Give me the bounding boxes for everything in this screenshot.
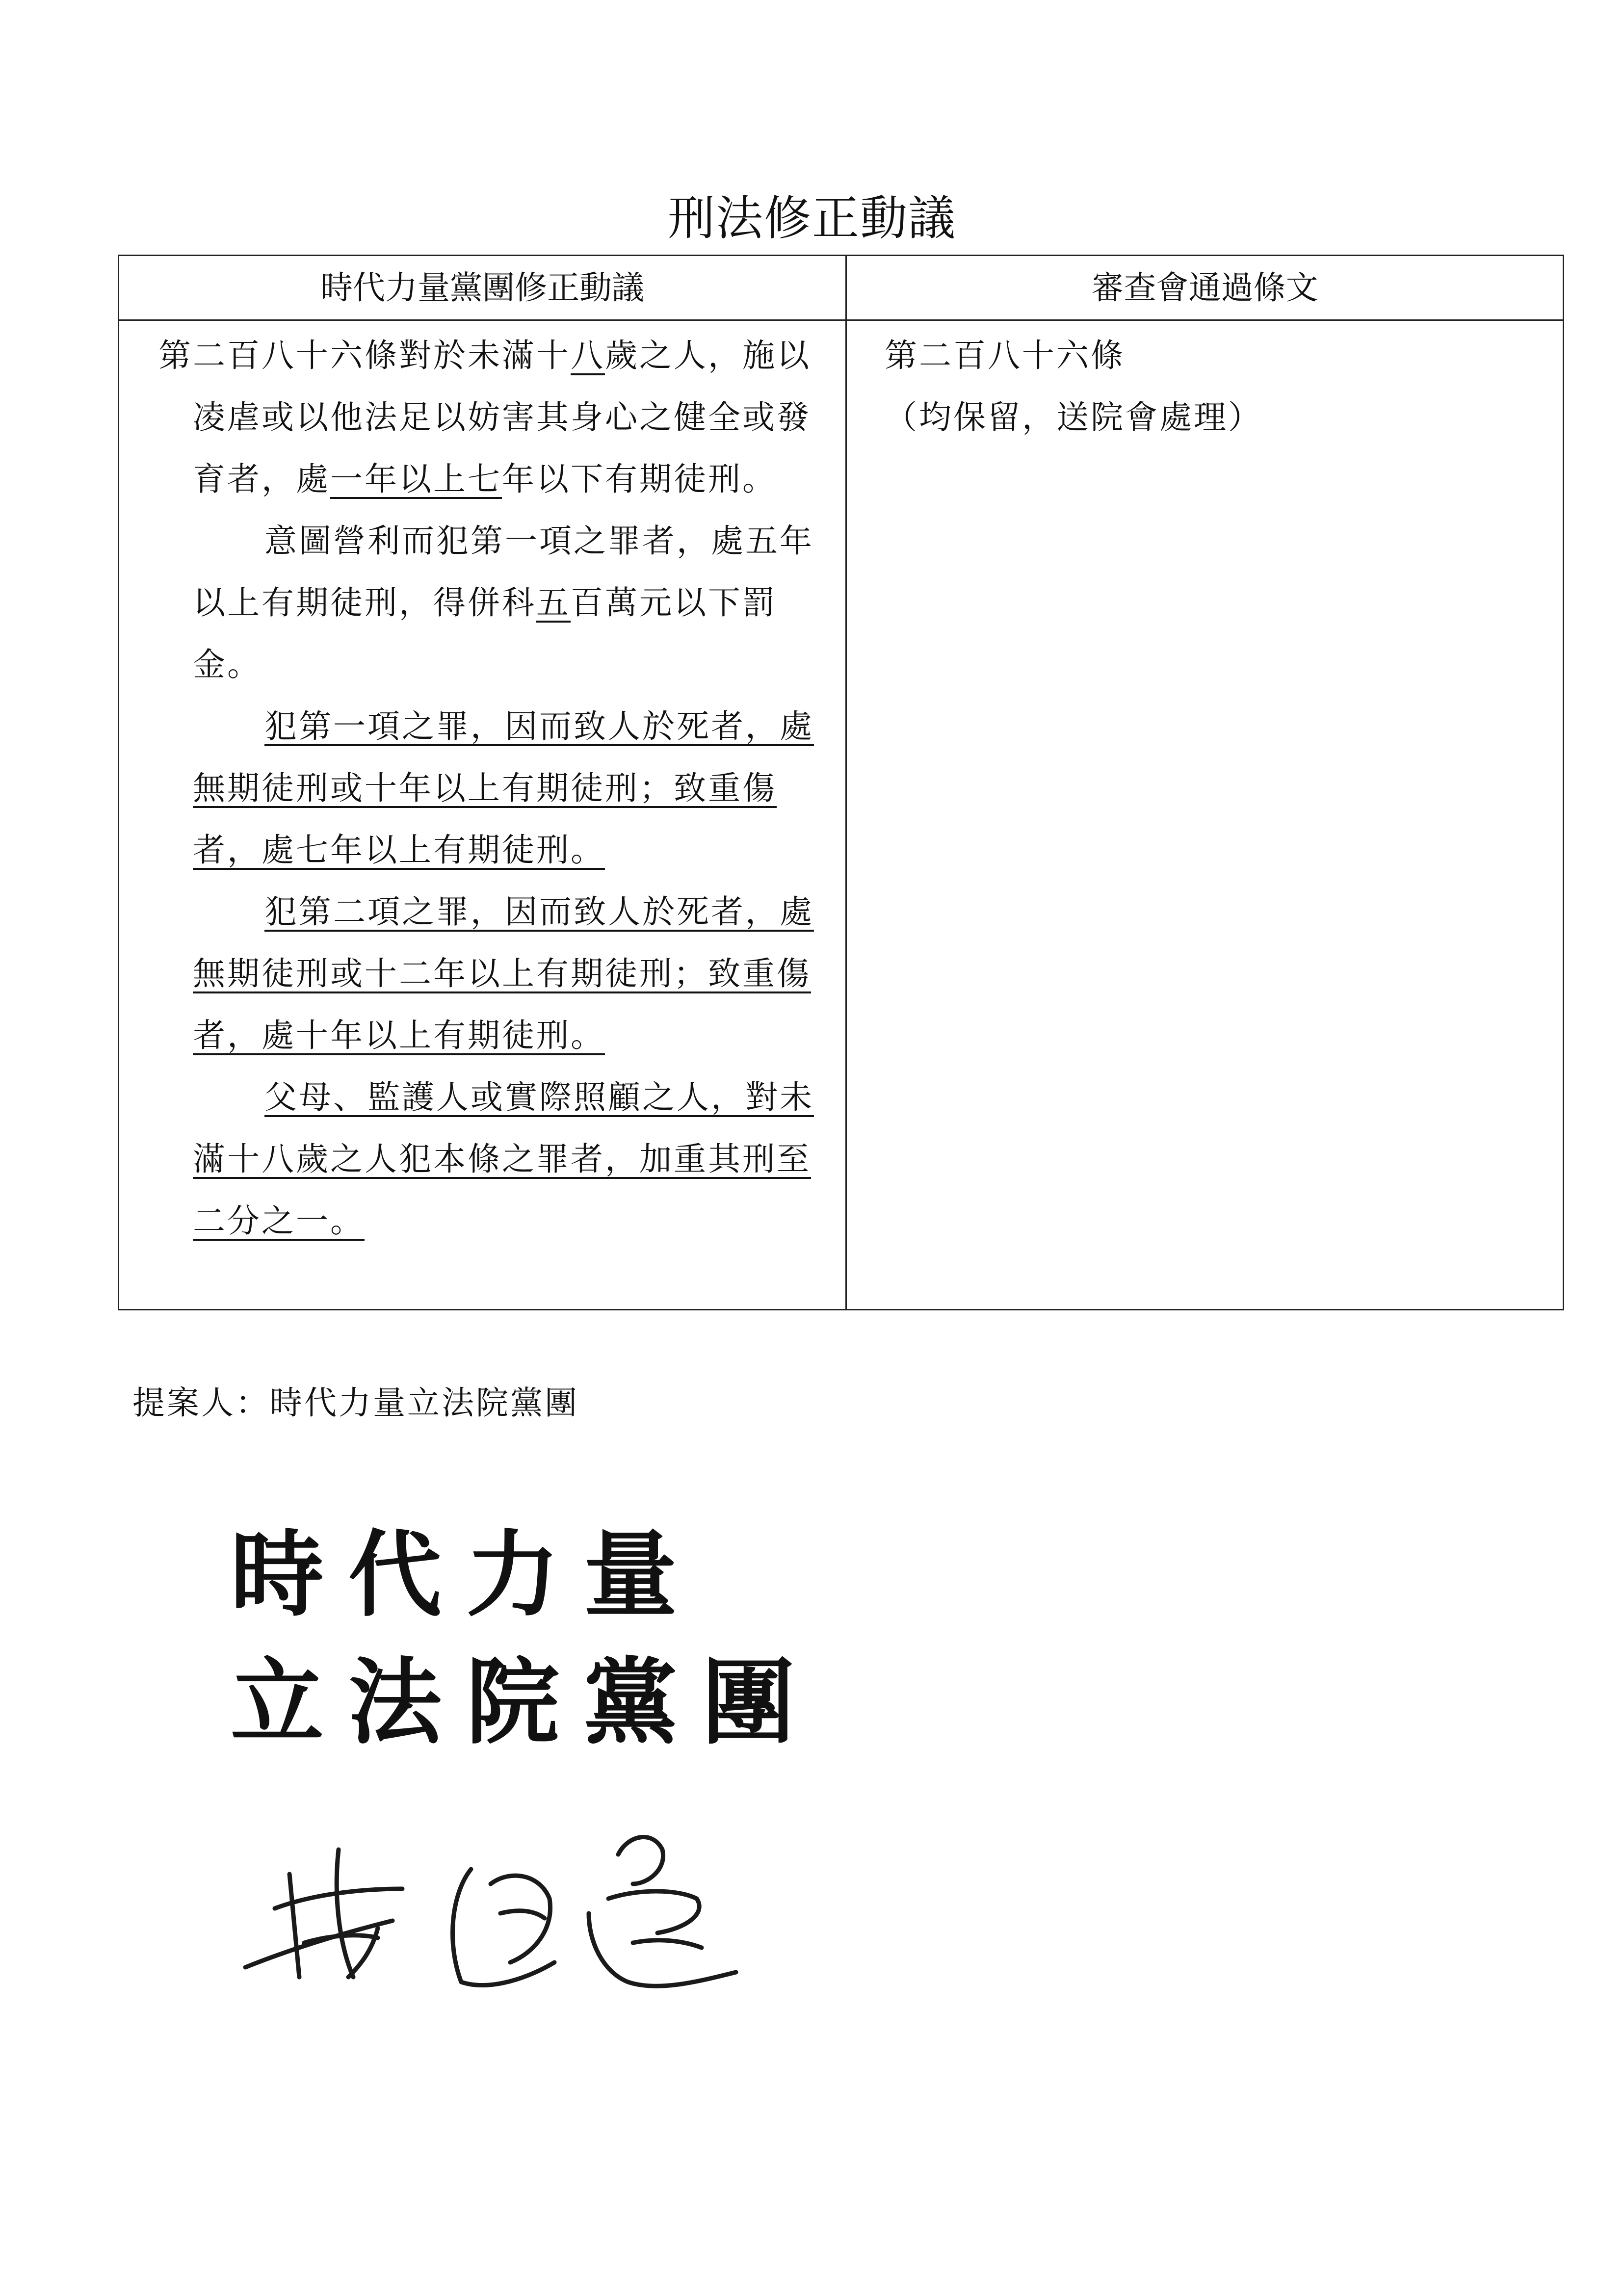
- paragraph-3: [158, 696, 836, 881]
- seal-line-2: 立法院黨團: [231, 1647, 820, 1757]
- handwritten-signature: [216, 1815, 780, 2036]
- p2-text-a: 意圖營利而犯第一項之罪者，處五年以上有期徒刑，得併科: [193, 522, 814, 622]
- header-committee-text: 審查會通過條文: [1091, 269, 1318, 307]
- party-motion-text: [158, 325, 836, 1252]
- amendment-table: [118, 255, 1564, 1310]
- p4-new-text: 犯第二項之罪，因而致人於死者，處無期徒刑或十二年以上有期徒刑；致重傷者，處十年以上有期徒刑。: [193, 893, 814, 1054]
- paragraph-1: [158, 325, 836, 510]
- p3-new-text: 犯第一項之罪，因而致人於死者，處無期徒刑或十年以上有期徒刑；致重傷者，處七年以上有期徒刑。: [193, 707, 814, 869]
- committee-note: （均保留，送院會處理）: [885, 398, 1262, 436]
- p1-amended-term: 一年以上七: [330, 460, 502, 498]
- paragraph-5: [158, 1067, 836, 1252]
- p2-amended-fine: 五: [536, 584, 571, 622]
- p1-text-e: 年以下有期徒刑。: [502, 460, 777, 498]
- p5-new-text: 父母、監護人或實際照顧之人，對未滿十八歲之人犯本條之罪者，加重其刑至二分之一。: [193, 1078, 814, 1240]
- p1-text-a: 對於未滿十: [399, 337, 571, 374]
- committee-text: [885, 325, 1552, 448]
- header-party-motion: 時代力量黨團修正動議: [320, 269, 644, 307]
- p2-text-c: 百萬元以下罰金。: [193, 584, 777, 683]
- document-title: 刑法修正動議: [668, 191, 956, 246]
- paragraph-4: [158, 881, 836, 1067]
- p1-amended-age: 八: [571, 337, 605, 374]
- p1-text-c: 歲之人，施以凌虐或以他法足以妨害其身心之健全或發育者，處: [193, 337, 811, 498]
- seal-line-1: 時代力量: [231, 1520, 702, 1629]
- committee-article-number: 第二百八十六條: [885, 337, 1125, 374]
- paragraph-2: [158, 510, 836, 696]
- article-number: 第二百八十六條: [158, 337, 399, 374]
- column-divider: [845, 256, 847, 1309]
- table-header-row: [119, 256, 1563, 321]
- party-seal-stamp: [231, 1511, 820, 1766]
- proposer-line: 提案人：時代力量立法院黨團: [132, 1384, 579, 1422]
